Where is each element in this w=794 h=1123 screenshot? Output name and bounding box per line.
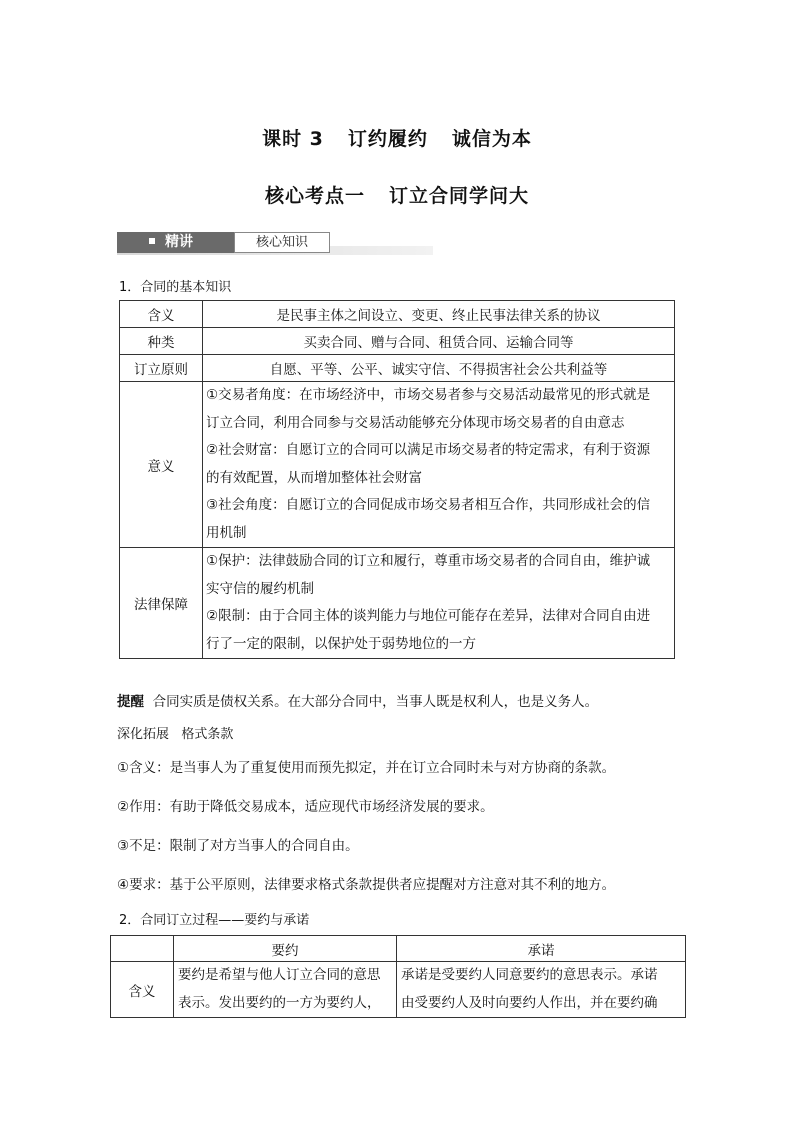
point-item: ③不足：限制了对方当事人的合同自由。 — [117, 838, 359, 854]
row-key: 含义 — [120, 301, 203, 328]
contract-basics-table — [119, 300, 675, 659]
accept-cell: 承诺是受要约人同意要约的意思表示。承诺 由受要约人及时向要约人作出，并在要约确 — [397, 962, 686, 1018]
table-header-row — [111, 936, 686, 962]
row-key: 订立原则 — [120, 355, 203, 382]
section-heading-2: 2．合同订立过程——要约与承诺 — [119, 913, 310, 928]
offer-acceptance-table — [110, 935, 686, 1018]
banner-tag: 核心知识 — [234, 232, 330, 253]
section-heading-1: 1．合同的基本知识 — [119, 280, 232, 295]
row-key: 含义 — [111, 962, 174, 1018]
table-row — [120, 328, 675, 355]
row-value: ①交易者角度：在市场经济中，市场交易者参与交易活动最常见的形式就是 订立合同，利用合同参与交易活动能够充分体现市场交易者的自由意志 ②社会财富：自愿订立的合同可以满足市场交易者的特定需求，有利于资源 的有效配置，从而增加整体社会财富 ③社会角度：自愿订立的合同促成市场交易者相互合作，共同形成社会的信 用机制 — [203, 382, 675, 548]
expand-heading: 深化拓展 格式条款 — [117, 727, 234, 742]
header-cell — [111, 936, 174, 962]
row-key: 法律保障 — [120, 548, 203, 659]
table-row — [120, 382, 675, 548]
row-value: 自愿、平等、公平、诚实守信、不得损害社会公共利益等 — [203, 355, 675, 382]
point-item: ④要求：基于公平原则，法律要求格式条款提供者应提醒对方注意对其不利的地方。 — [117, 877, 616, 893]
square-bullet-icon — [149, 238, 155, 244]
table-row — [111, 962, 686, 1018]
row-key: 种类 — [120, 328, 203, 355]
offer-cell: 要约是希望与他人订立合同的意思 表示。发出要约的一方为要约人， — [174, 962, 397, 1018]
row-key: 意义 — [120, 382, 203, 548]
point-item: ①含义：是当事人为了重复使用而预先拟定，并在订立合同时未与对方协商的条款。 — [117, 760, 616, 776]
banner-label: 精讲 — [117, 232, 234, 253]
row-value: 是民事主体之间设立、变更、终止民事法律关系的协议 — [203, 301, 675, 328]
topic-title: 核心考点一 订立合同学问大 — [264, 185, 530, 207]
row-value: 买卖合同、赠与合同、租赁合同、运输合同等 — [203, 328, 675, 355]
row-value: ①保护：法律鼓励合同的订立和履行，尊重市场交易者的合同自由，维护诚 实守信的履约机制 ②限制：由于合同主体的谈判能力与地位可能存在差异，法律对合同自由进 行了一定的限制，以保护处于弱势地位的一方 — [203, 548, 675, 659]
header-cell: 要约 — [174, 936, 397, 962]
table-row — [120, 355, 675, 382]
table-row — [120, 548, 675, 659]
table-row — [120, 301, 675, 328]
lesson-title: 课时 3 订约履约 诚信为本 — [262, 128, 532, 150]
header-cell: 承诺 — [397, 936, 686, 962]
section-banner — [117, 232, 433, 256]
reminder-paragraph: 提醒 合同实质是债权关系。在大部分合同中，当事人既是权利人，也是义务人。 — [117, 694, 599, 710]
point-item: ②作用：有助于降低交易成本，适应现代市场经济发展的要求。 — [117, 799, 494, 815]
